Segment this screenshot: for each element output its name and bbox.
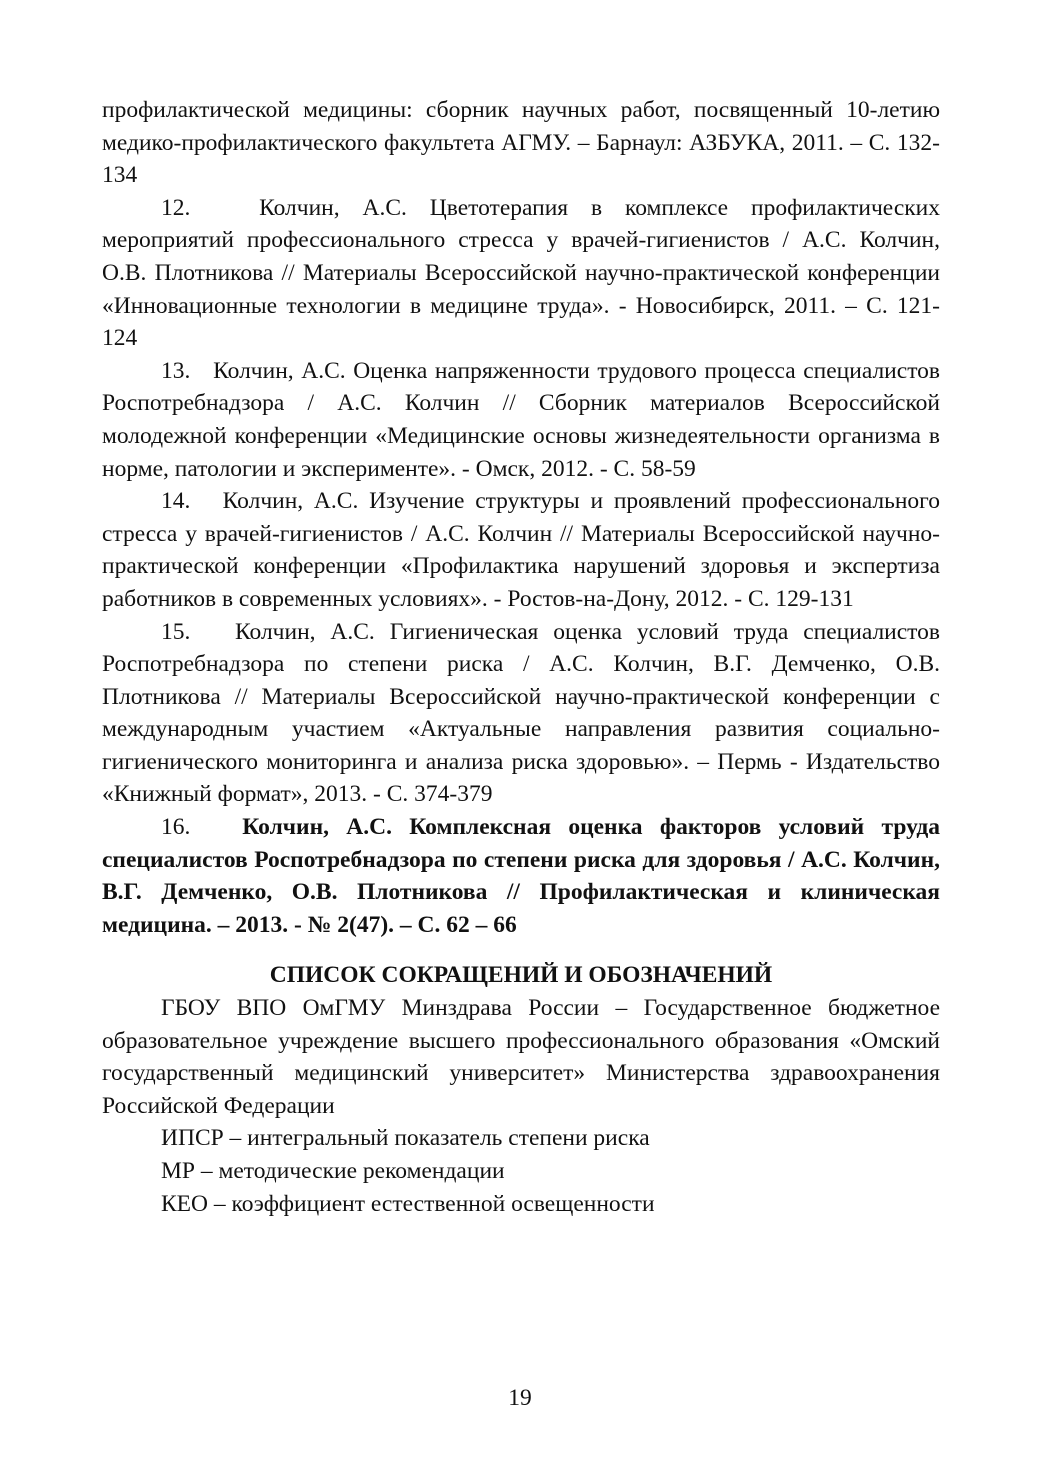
abbreviation-item: ИПСР – интегральный показатель степени риска <box>161 1125 650 1152</box>
document-page <box>102 94 940 1220</box>
reference-number: 13. <box>161 357 191 384</box>
abbreviation-item: ГБОУ ВПО ОмГМУ Минздрава России – Государственное бюджетное образовательное учреждение высшего профессионального образования «Омский государственный медицинский университет» Министерства здравоохранения Российской Федерации <box>102 995 940 1119</box>
reference-continuation: профилактической медицины: сборник научных работ, посвященный 10-летию медико-профилактического факультета АГМУ. – Барнаул: АЗБУКА, 2011. – С. 132-134 <box>102 97 940 189</box>
reference-item-14 <box>102 485 940 615</box>
reference-item-13 <box>102 355 940 485</box>
reference-text: Колчин, А.С. Гигиеническая оценка условий труда специалистов Роспотребнадзора по степени риска / А.С. Колчин, В.Г. Демченко, О.В. Плотникова // Материалы Всероссийской научно-практической конференции с международным участием «Актуальные направления развития социально-гигиенического мониторинга и анализа риска здоровью». – Пермь - Издательство «Книжный формат», 2013. - С. 374-379 <box>102 618 940 808</box>
abbreviations-heading: СПИСОК СОКРАЩЕНИЙ И ОБОЗНАЧЕНИЙ <box>269 962 773 989</box>
reference-text-highlighted: Колчин, А.С. Комплексная оценка факторов условий труда специалистов Роспотребнадзора по степени риска для здоровья / А.С. Колчин, В.Г. Демченко, О.В. Плотникова // Профилактическая и клиническая медицина. – 2013. - № 2(47). – С. 62 – 66 <box>102 814 940 938</box>
reference-number: 14. <box>161 488 191 515</box>
reference-item-16 <box>102 811 940 941</box>
reference-item-12 <box>102 192 940 355</box>
reference-text: Колчин, А.С. Оценка напряженности трудового процесса специалистов Роспотребнадзора / А.С. Колчин // Сборник материалов Всероссийской молодежной конференции «Медицинские основы жизнедеятельности организма в норме, патологии и эксперименте». - Омск, 2012. - С. 58-59 <box>102 357 940 482</box>
reference-item-15 <box>102 616 940 812</box>
reference-number: 15. <box>161 618 191 645</box>
reference-number: 16. <box>161 814 191 841</box>
abbreviation-item: КЕО – коэффициент естественной освещенности <box>161 1190 655 1217</box>
reference-text: Колчин, А.С. Изучение структуры и проявлений профессионального стресса у врачей-гигиенистов / А.С. Колчин // Материалы Всероссийской научно-практической конференции «Профилактика нарушений здоровья и экспертиза работников в современных условиях». - Ростов-на-Дону, 2012. - С. 129-131 <box>102 488 940 612</box>
abbreviation-item: МР – методические рекомендации <box>161 1158 505 1184</box>
page-number: 19 <box>508 1385 532 1411</box>
reference-number: 12. <box>161 194 191 221</box>
reference-text: Колчин, А.С. Цветотерапия в комплексе профилактических мероприятий профессионального стресса у врачей-гигиенистов / А.С. Колчин, О.В. Плотникова // Материалы Всероссийской научно-практической конференции «Инновационные технологии в медицине труда». - Новосибирск, 2011. – С. 121-124 <box>102 194 940 352</box>
